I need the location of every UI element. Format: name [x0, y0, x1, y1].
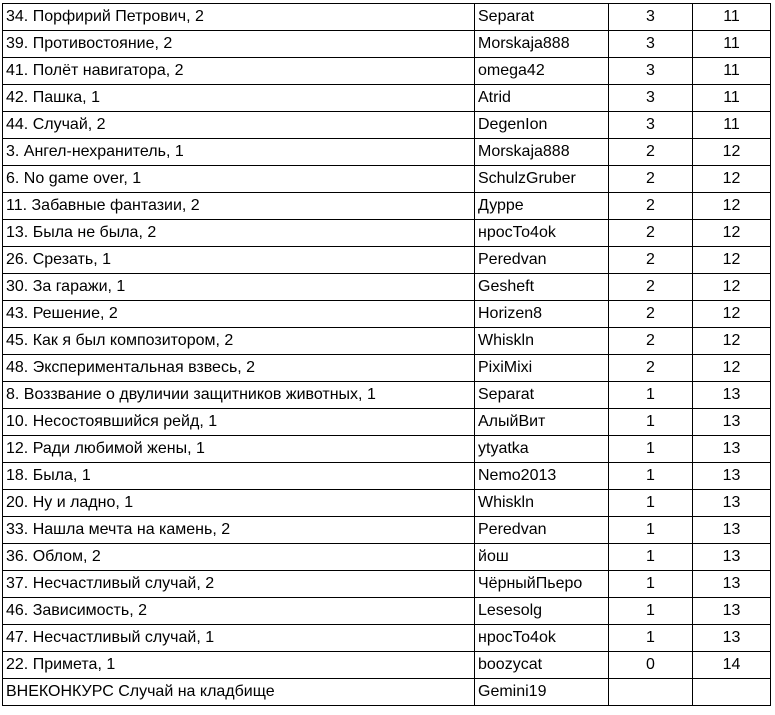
score-cell[interactable]: 2	[609, 301, 693, 328]
author-cell[interactable]: omega42	[475, 58, 609, 85]
title-cell[interactable]: 48. Экспериментальная взвесь, 2	[3, 355, 475, 382]
author-cell[interactable]: Separat	[475, 382, 609, 409]
score-cell[interactable]: 3	[609, 112, 693, 139]
place-cell[interactable]: 12	[693, 166, 771, 193]
place-cell[interactable]: 13	[693, 598, 771, 625]
title-cell[interactable]: 12. Ради любимой жены, 1	[3, 436, 475, 463]
table-row[interactable]	[3, 517, 771, 544]
table-row[interactable]	[3, 409, 771, 436]
place-cell[interactable]: 12	[693, 193, 771, 220]
place-cell[interactable]: 13	[693, 517, 771, 544]
author-cell[interactable]: ЧёрныйПьеро	[475, 571, 609, 598]
table-row[interactable]	[3, 490, 771, 517]
author-cell[interactable]: boozycat	[475, 652, 609, 679]
table-row[interactable]	[3, 436, 771, 463]
score-cell[interactable]: 1	[609, 382, 693, 409]
score-cell[interactable]: 1	[609, 517, 693, 544]
table-row[interactable]	[3, 355, 771, 382]
score-cell[interactable]: 1	[609, 544, 693, 571]
title-cell[interactable]: 34. Порфирий Петрович, 2	[3, 4, 475, 31]
title-cell[interactable]: 8. Воззвание о двуличии защитников животных, 1	[3, 382, 475, 409]
place-cell[interactable]: 12	[693, 301, 771, 328]
author-cell[interactable]: Morskaja888	[475, 31, 609, 58]
table-row[interactable]	[3, 679, 771, 706]
title-cell[interactable]: 41. Полёт навигатора, 2	[3, 58, 475, 85]
author-cell[interactable]: Дурре	[475, 193, 609, 220]
place-cell[interactable]: 13	[693, 436, 771, 463]
place-cell[interactable]: 12	[693, 274, 771, 301]
title-cell[interactable]: 22. Примета, 1	[3, 652, 475, 679]
table-row[interactable]	[3, 328, 771, 355]
place-cell[interactable]: 13	[693, 463, 771, 490]
table-row[interactable]	[3, 58, 771, 85]
table-row[interactable]	[3, 571, 771, 598]
score-cell[interactable]: 2	[609, 139, 693, 166]
table-row[interactable]	[3, 112, 771, 139]
table-row[interactable]	[3, 382, 771, 409]
author-cell[interactable]: Whiskln	[475, 328, 609, 355]
score-cell[interactable]: 1	[609, 409, 693, 436]
author-cell[interactable]: нросТо4ok	[475, 220, 609, 247]
table-row[interactable]	[3, 4, 771, 31]
table-row[interactable]	[3, 247, 771, 274]
table-row[interactable]	[3, 274, 771, 301]
table-row[interactable]	[3, 139, 771, 166]
title-cell[interactable]: 6. No game over, 1	[3, 166, 475, 193]
author-cell[interactable]: Atrid	[475, 85, 609, 112]
score-cell[interactable]: 2	[609, 274, 693, 301]
score-cell[interactable]: 2	[609, 328, 693, 355]
place-cell[interactable]: 13	[693, 382, 771, 409]
author-cell[interactable]: Nemo2013	[475, 463, 609, 490]
title-cell[interactable]: 45. Как я был композитором, 2	[3, 328, 475, 355]
place-cell[interactable]: 13	[693, 625, 771, 652]
place-cell[interactable]: 11	[693, 31, 771, 58]
place-cell[interactable]: 12	[693, 220, 771, 247]
score-cell[interactable]	[609, 679, 693, 706]
table-row[interactable]	[3, 31, 771, 58]
place-cell[interactable]: 14	[693, 652, 771, 679]
score-cell[interactable]: 2	[609, 247, 693, 274]
title-cell[interactable]: 36. Облом, 2	[3, 544, 475, 571]
score-cell[interactable]: 1	[609, 598, 693, 625]
place-cell[interactable]: 12	[693, 247, 771, 274]
score-cell[interactable]: 3	[609, 58, 693, 85]
author-cell[interactable]: Peredvan	[475, 517, 609, 544]
score-cell[interactable]: 1	[609, 625, 693, 652]
place-cell[interactable]: 13	[693, 490, 771, 517]
score-cell[interactable]: 2	[609, 355, 693, 382]
place-cell[interactable]: 12	[693, 355, 771, 382]
table-row[interactable]	[3, 301, 771, 328]
author-cell[interactable]: нросТо4ok	[475, 625, 609, 652]
table-row[interactable]	[3, 193, 771, 220]
author-cell[interactable]: DegenIon	[475, 112, 609, 139]
title-cell[interactable]: 44. Случай, 2	[3, 112, 475, 139]
title-cell[interactable]: 42. Пашка, 1	[3, 85, 475, 112]
title-cell[interactable]: 26. Срезать, 1	[3, 247, 475, 274]
table-row[interactable]	[3, 463, 771, 490]
place-cell[interactable]: 11	[693, 112, 771, 139]
score-cell[interactable]: 1	[609, 436, 693, 463]
title-cell[interactable]: 20. Ну и ладно, 1	[3, 490, 475, 517]
place-cell[interactable]: 13	[693, 571, 771, 598]
title-cell[interactable]: 43. Решение, 2	[3, 301, 475, 328]
table-row[interactable]	[3, 85, 771, 112]
score-cell[interactable]: 3	[609, 4, 693, 31]
author-cell[interactable]: Horizen8	[475, 301, 609, 328]
score-cell[interactable]: 1	[609, 571, 693, 598]
author-cell[interactable]: SchulzGruber	[475, 166, 609, 193]
score-cell[interactable]: 1	[609, 490, 693, 517]
place-cell[interactable]: 11	[693, 85, 771, 112]
author-cell[interactable]: Gesheft	[475, 274, 609, 301]
author-cell[interactable]: PixiMixi	[475, 355, 609, 382]
title-cell[interactable]: 39. Противостояние, 2	[3, 31, 475, 58]
score-cell[interactable]: 2	[609, 220, 693, 247]
score-cell[interactable]: 3	[609, 85, 693, 112]
title-cell[interactable]: 11. Забавные фантазии, 2	[3, 193, 475, 220]
title-cell[interactable]: 10. Несостоявшийся рейд, 1	[3, 409, 475, 436]
title-cell[interactable]: 13. Была не была, 2	[3, 220, 475, 247]
author-cell[interactable]: Lesesolg	[475, 598, 609, 625]
results-table	[2, 3, 771, 706]
author-cell[interactable]: Gemini19	[475, 679, 609, 706]
score-cell[interactable]: 0	[609, 652, 693, 679]
title-cell[interactable]: ВНЕКОНКУРС Случай на кладбище	[3, 679, 475, 706]
author-cell[interactable]: АлыйВит	[475, 409, 609, 436]
title-cell[interactable]: 18. Была, 1	[3, 463, 475, 490]
table-row[interactable]	[3, 166, 771, 193]
title-cell[interactable]: 46. Зависимость, 2	[3, 598, 475, 625]
place-cell[interactable]	[693, 679, 771, 706]
score-cell[interactable]: 3	[609, 31, 693, 58]
author-cell[interactable]: Morskaja888	[475, 139, 609, 166]
author-cell[interactable]: Separat	[475, 4, 609, 31]
place-cell[interactable]: 13	[693, 409, 771, 436]
table-row[interactable]	[3, 652, 771, 679]
place-cell[interactable]: 12	[693, 139, 771, 166]
place-cell[interactable]: 12	[693, 328, 771, 355]
score-cell[interactable]: 1	[609, 463, 693, 490]
title-cell[interactable]: 47. Несчастливый случай, 1	[3, 625, 475, 652]
title-cell[interactable]: 37. Несчастливый случай, 2	[3, 571, 475, 598]
results-table-body	[3, 4, 771, 706]
author-cell[interactable]: йош	[475, 544, 609, 571]
score-cell[interactable]: 2	[609, 193, 693, 220]
table-row[interactable]	[3, 220, 771, 247]
table-row[interactable]	[3, 598, 771, 625]
title-cell[interactable]: 3. Ангел-нехранитель, 1	[3, 139, 475, 166]
score-cell[interactable]: 2	[609, 166, 693, 193]
table-row[interactable]	[3, 625, 771, 652]
title-cell[interactable]: 33. Нашла мечта на камень, 2	[3, 517, 475, 544]
place-cell[interactable]: 11	[693, 58, 771, 85]
place-cell[interactable]: 13	[693, 544, 771, 571]
place-cell[interactable]: 11	[693, 4, 771, 31]
author-cell[interactable]: Whiskln	[475, 490, 609, 517]
author-cell[interactable]: Peredvan	[475, 247, 609, 274]
title-cell[interactable]: 30. За гаражи, 1	[3, 274, 475, 301]
author-cell[interactable]: ytyatka	[475, 436, 609, 463]
table-row[interactable]	[3, 544, 771, 571]
